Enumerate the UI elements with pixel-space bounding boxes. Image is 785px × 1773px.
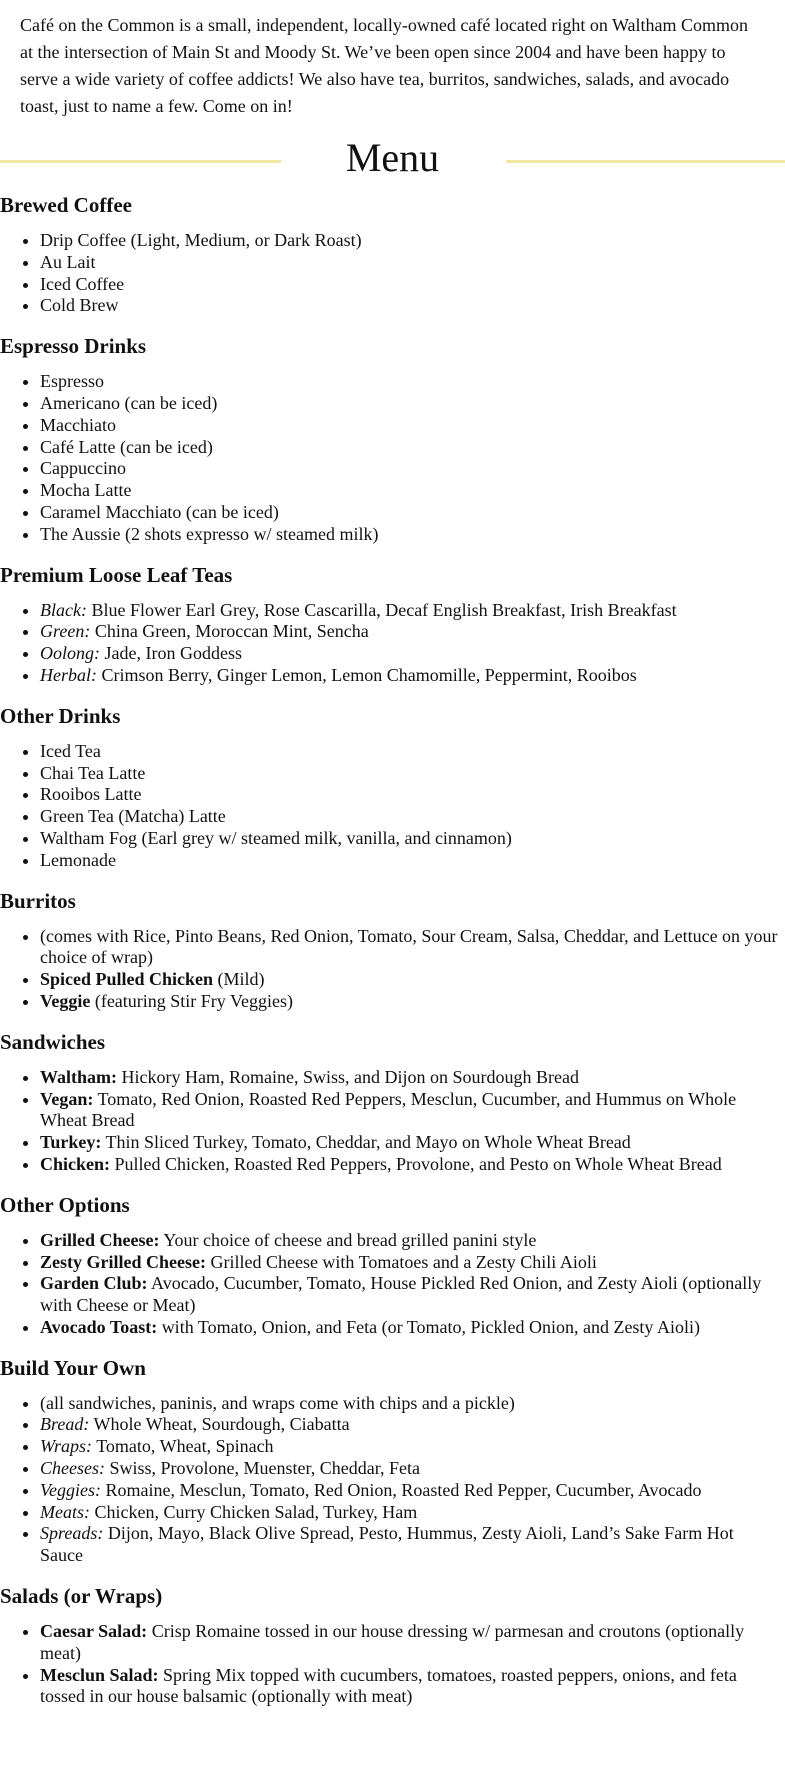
menu-item-label: Green: (40, 621, 91, 642)
menu-item-text: Pulled Chicken, Roasted Red Peppers, Provolone, and Pesto on Whole Wheat Bread (110, 1153, 722, 1174)
menu-item-text: Blue Flower Earl Grey, Rose Cascarilla, Decaf English Breakfast, Irish Breakfast (86, 599, 677, 620)
menu-item-label: Veggies: (40, 1479, 101, 1500)
menu-item-text: (Mild) (213, 969, 265, 990)
menu-item-label: Caesar Salad: (40, 1621, 148, 1642)
menu-item-text: Crisp Romaine tossed in our house dressing w/ parmesan and croutons (optionally meat) (40, 1621, 745, 1663)
section-heading: Build Your Own (0, 1355, 146, 1380)
menu-item-text: Tomato, Wheat, Spinach (92, 1436, 274, 1457)
menu-item-text: Lemonade (40, 849, 116, 870)
menu-item (40, 1621, 785, 1665)
menu-item-label: Spreads: (40, 1523, 104, 1544)
menu-item-label: Mesclun Salad: (40, 1664, 159, 1685)
menu-item-list (0, 371, 785, 545)
menu-item-list (0, 926, 785, 1013)
menu-item-label: Spiced Pulled Chicken (40, 969, 214, 990)
menu-item (40, 991, 785, 1013)
menu-item-text: Iced Tea (40, 740, 101, 761)
menu-banner (0, 130, 785, 192)
menu-item-list (0, 1621, 785, 1708)
menu-item-text: Macchiato (40, 414, 116, 435)
menu-item-text: Drip Coffee (Light, Medium, or Dark Roast) (40, 230, 362, 250)
intro-paragraph: Café on the Common is a small, independent, locally-owned café located right on Waltham Common at the intersection of Main St and Moody St. We’ve been open since 2004 and have been happy to serve a wide variety of coffee addicts! We also have tea, burritos, sandwiches, salads, and avocado toast, just to name a few. Come on in! (20, 15, 749, 116)
menu-item-label: Bread: (40, 1414, 90, 1435)
menu-item (40, 480, 785, 502)
menu-item-text: China Green, Moroccan Mint, Sencha (90, 621, 369, 642)
menu-item-text: Swiss, Provolone, Muenster, Cheddar, Feta (104, 1458, 421, 1479)
menu-item-list (0, 1393, 785, 1567)
section-heading: Other Drinks (0, 703, 121, 728)
menu-item-text: Crimson Berry, Ginger Lemon, Lemon Chamomille, Peppermint, Rooibos (97, 664, 637, 685)
menu-item-text: Waltham Fog (Earl grey w/ steamed milk, vanilla, and cinnamon) (40, 827, 512, 848)
menu-item-text: Cold Brew (40, 295, 119, 316)
menu-item (40, 1393, 785, 1415)
menu-item (40, 1480, 785, 1502)
menu-item (40, 1458, 785, 1480)
menu-item (40, 828, 785, 850)
menu-item (40, 1436, 785, 1458)
menu-section (0, 562, 785, 687)
menu-item-text: Grilled Cheese with Tomatoes and a Zesty Chili Aioli (205, 1251, 597, 1272)
menu-item-list (0, 1067, 785, 1176)
menu-item (40, 621, 785, 643)
menu-item-text: Dijon, Mayo, Black Olive Spread, Pesto, Hummus, Zesty Aioli, Land’s Sake Farm Hot Sauce (40, 1523, 734, 1566)
menu-item (40, 1273, 785, 1317)
menu-item (40, 1523, 785, 1567)
section-heading: Premium Loose Leaf Teas (0, 562, 233, 587)
menu-item-label: Zesty Grilled Cheese: (40, 1251, 206, 1272)
menu-item-text: Chicken, Curry Chicken Salad, Turkey, Ham (89, 1501, 418, 1522)
menu-item (40, 230, 785, 252)
menu-item-text: with Tomato, Onion, and Feta (or Tomato, Pickled Onion, and Zesty Aioli) (157, 1316, 700, 1337)
menu-item (40, 524, 785, 546)
menu-section (0, 1192, 785, 1339)
menu-section (0, 888, 785, 1013)
menu-item-text: Americano (can be iced) (40, 392, 218, 413)
menu-item (40, 252, 785, 274)
menu-item (40, 1317, 785, 1339)
menu-item-label: Veggie (40, 990, 91, 1011)
menu-item-label: Meats: (40, 1501, 90, 1522)
section-heading: Salads (or Wraps) (0, 1584, 163, 1609)
menu-item-list (0, 1230, 785, 1339)
menu-item-text: Iced Coffee (40, 273, 125, 294)
menu-section (0, 703, 785, 872)
section-heading: Espresso Drinks (0, 334, 147, 359)
section-heading: Sandwiches (0, 1029, 106, 1054)
menu-item (40, 1154, 785, 1176)
menu-section (0, 192, 785, 317)
menu-item-text: Cappuccino (40, 458, 126, 479)
menu-item (40, 295, 785, 317)
menu-item-text: Thin Sliced Turkey, Tomato, Cheddar, and Mayo on Whole Wheat Bread (101, 1132, 631, 1153)
menu-item (40, 1089, 785, 1133)
menu-item-text: Spring Mix topped with cucumbers, tomatoes, roasted peppers, onions, and feta tossed in our house balsamic (optionally with meat) (40, 1664, 737, 1707)
menu-item-text: Green Tea (Matcha) Latte (40, 806, 226, 827)
menu-item-list (0, 600, 785, 687)
menu-item (40, 600, 785, 622)
menu-item-text: (featuring Stir Fry Veggies) (90, 990, 293, 1011)
section-heading: Burritos (0, 888, 76, 913)
menu-item (40, 665, 785, 687)
menu-item (40, 502, 785, 524)
menu-item-text: Romaine, Mesclun, Tomato, Red Onion, Roasted Red Pepper, Cucumber, Avocado (100, 1479, 702, 1500)
menu-item (40, 1230, 785, 1252)
menu-item-list (0, 741, 785, 872)
menu-item-label: Garden Club: (40, 1273, 148, 1294)
menu-item-label: Cheeses: (40, 1458, 105, 1479)
menu-section (0, 1583, 785, 1708)
menu-item-text: The Aussie (2 shots expresso w/ steamed milk) (40, 523, 379, 544)
menu-item (40, 1132, 785, 1154)
menu-item (40, 1252, 785, 1274)
menu-item-text: Chai Tea Latte (40, 762, 146, 783)
menu-section (0, 333, 785, 545)
menu-item-text: Rooibos Latte (40, 784, 142, 805)
menu-item-text: Your choice of cheese and bread grilled panini style (159, 1229, 537, 1250)
menu-item-text: Whole Wheat, Sourdough, Ciabatta (89, 1414, 350, 1435)
menu-item (40, 741, 785, 763)
menu-item (40, 1067, 785, 1089)
menu-item-text: Mocha Latte (40, 480, 132, 501)
menu-item-label: Waltham: (40, 1066, 118, 1087)
menu-item-label: Herbal: (40, 664, 97, 685)
section-heading: Brewed Coffee (0, 193, 132, 217)
menu-sections (0, 192, 785, 1708)
menu-item-text: Jade, Iron Goddess (100, 643, 242, 664)
menu-item (40, 806, 785, 828)
menu-item (40, 850, 785, 872)
menu-item-label: Grilled Cheese: (40, 1229, 160, 1250)
menu-divider-right (506, 160, 785, 163)
menu-item (40, 1502, 785, 1524)
menu-item-text: Au Lait (40, 251, 96, 272)
menu-item-label: Vegan: (40, 1088, 94, 1109)
menu-item (40, 458, 785, 480)
menu-item-label: Wraps: (40, 1436, 93, 1457)
menu-item (40, 1414, 785, 1436)
menu-item-text: Hickory Ham, Romaine, Swiss, and Dijon on Sourdough Bread (117, 1066, 579, 1087)
section-heading: Other Options (0, 1192, 130, 1217)
menu-item (40, 274, 785, 296)
menu-item (40, 1665, 785, 1709)
menu-item (40, 926, 785, 970)
menu-item (40, 969, 785, 991)
menu-item-label: Oolong: (40, 643, 100, 664)
menu-item-label: Chicken: (40, 1153, 111, 1174)
menu-item-label: Black: (40, 599, 87, 620)
menu-item-text: Caramel Macchiato (can be iced) (40, 501, 279, 522)
menu-section (0, 1029, 785, 1176)
menu-item-text: Café Latte (can be iced) (40, 436, 213, 457)
menu-title: Menu (345, 135, 440, 180)
menu-item-text: (comes with Rice, Pinto Beans, Red Onion, Tomato, Sour Cream, Salsa, Cheddar, and Lettuce on your choice of wrap) (40, 925, 778, 968)
menu-item (40, 784, 785, 806)
menu-item-text: Espresso (40, 371, 104, 392)
menu-item (40, 415, 785, 437)
menu-item (40, 763, 785, 785)
menu-item-text: (all sandwiches, paninis, and wraps come with chips and a pickle) (40, 1392, 515, 1413)
menu-section (0, 1355, 785, 1567)
menu-item-text: Tomato, Red Onion, Roasted Red Peppers, Mesclun, Cucumber, and Hummus on Whole Wheat Bread (40, 1088, 737, 1131)
menu-item-list (0, 230, 785, 317)
menu-item (40, 371, 785, 393)
menu-item-label: Avocado Toast: (40, 1316, 158, 1337)
menu-item (40, 437, 785, 459)
menu-item (40, 643, 785, 665)
menu-item (40, 393, 785, 415)
menu-item-text: Avocado, Cucumber, Tomato, House Pickled Red Onion, and Zesty Aioli (optionally with Cheese or Meat) (40, 1273, 762, 1316)
menu-item-label: Turkey: (40, 1132, 102, 1153)
